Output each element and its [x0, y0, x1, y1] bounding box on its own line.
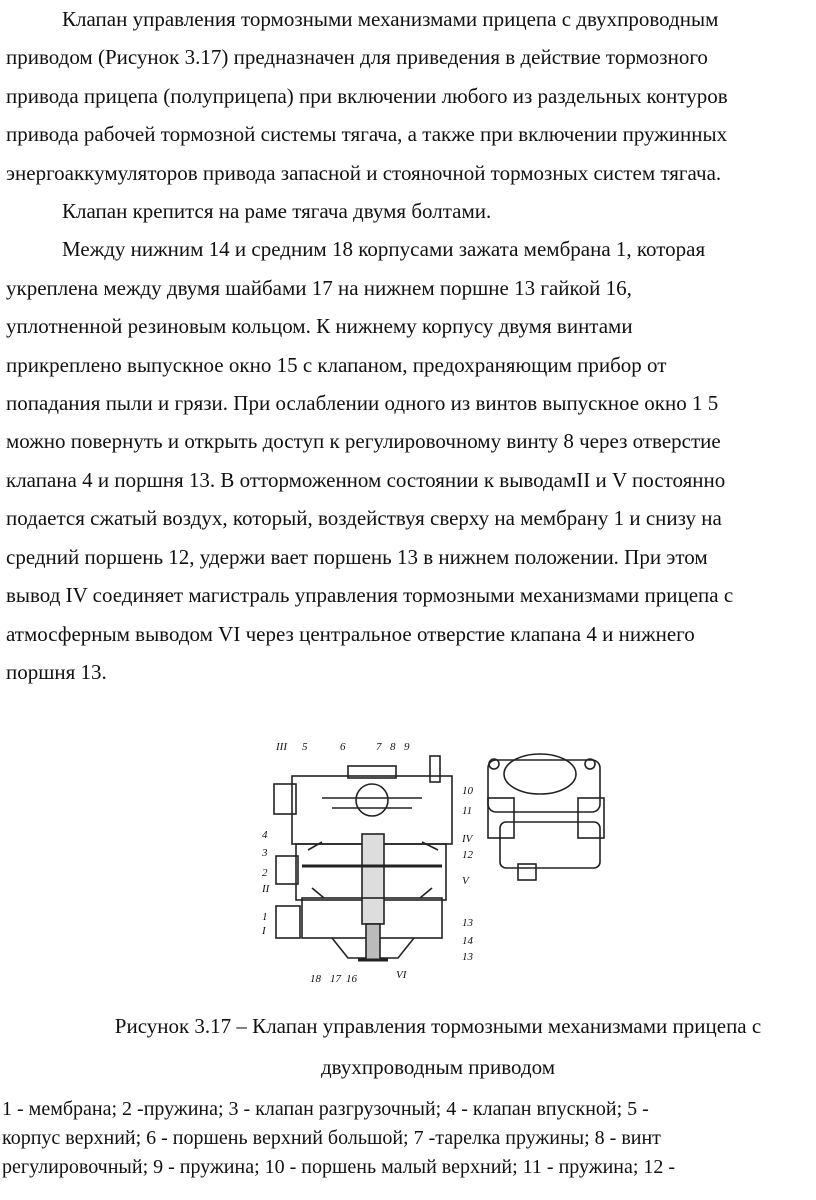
label-9: 9: [404, 741, 410, 753]
paragraph-line: Между нижним 14 и средним 18 корпусами зажата мембрана 1, которая: [62, 237, 706, 262]
label-iv: IV: [462, 833, 473, 845]
label-6: 6: [340, 741, 346, 753]
external-view: [488, 754, 604, 880]
figure-caption-line2: двухпроводным приводом: [320, 1055, 556, 1079]
paragraph-line: клапана 4 и поршня 13. В отторможенном состоянии к выводамII и V постоянно: [6, 467, 726, 492]
paragraph-line: подается сжатый воздух, который, воздействуя сверху на мембрану 1 и снизу на: [6, 506, 722, 531]
paragraph-line: энергоаккумуляторов привода запасной и стояночной тормозных систем тягача.: [6, 160, 722, 185]
paragraph-line: прикреплено выпускное окно 15 с клапаном, предохраняющим прибор от: [6, 352, 667, 377]
label-vi: VI: [396, 969, 407, 981]
paragraph-line: атмосферным выводом VI через центральное отверстие клапана 4 и нижнего: [6, 621, 695, 646]
label-11: 11: [462, 805, 473, 817]
label-v: V: [462, 875, 469, 887]
label-12: 12: [462, 849, 473, 861]
paragraph-line: можно повернуть и открыть доступ к регулировочному винту 8 через отверстие: [6, 429, 721, 454]
label-16: 16: [346, 973, 357, 985]
label-13b: 13: [462, 951, 473, 963]
section-view: [274, 756, 452, 960]
paragraph-line: привода прицепа (полуприцепа) при включении любого из раздельных контуров: [6, 83, 728, 108]
label-17: 17: [330, 973, 341, 985]
label-18: 18: [310, 973, 321, 985]
paragraph-line: средний поршень 12, удержи вает поршень 13 в нижнем положении. При этом: [6, 544, 708, 569]
label-iii: III: [276, 741, 287, 753]
paragraph-line: Клапан управления тормозными механизмами прицепа с двухпроводным: [62, 7, 719, 31]
valve-drawing: [262, 738, 612, 998]
label-5: 5: [302, 741, 308, 753]
legend-line: 1 - мембрана; 2 -пружина; 3 - клапан разгрузочный; 4 - клапан впускной; 5 -: [2, 1098, 649, 1120]
body-text: [6, 0, 816, 691]
label-3: 3: [262, 847, 268, 859]
label-i: I: [262, 925, 266, 937]
label-7: 7: [376, 741, 382, 753]
paragraph-line: приводом (Рисунок 3.17) предназначен для приведения в действие тормозного: [6, 45, 708, 70]
label-14: 14: [462, 935, 473, 947]
figure-caption-line1: Рисунок 3.17 – Клапан управления тормозными механизмами прицепа с: [114, 1014, 762, 1038]
label-8: 8: [390, 741, 396, 753]
figure-legend: [2, 1095, 814, 1182]
label-1: 1: [262, 911, 268, 923]
label-4: 4: [262, 829, 268, 841]
valve-figure: [262, 738, 612, 998]
paragraph-line: Клапан крепится на раме тягача двумя болтами.: [62, 199, 492, 224]
paragraph-line: привода рабочей тормозной системы тягача, а также при включении пружинных: [6, 122, 728, 147]
legend-line: регулировочный; 9 - пружина; 10 - поршень малый верхний; 11 - пружина; 12 -: [2, 1156, 676, 1178]
legend-line: корпус верхний; 6 - поршень верхний большой; 7 -тарелка пружины; 8 - винт: [2, 1127, 661, 1149]
paragraph-line: попадания пыли и грязи. При ослаблении одного из винтов выпускное окно 1 5: [6, 391, 719, 416]
paragraph-line: укреплена между двумя шайбами 17 на нижнем поршне 13 гайкой 16,: [6, 275, 632, 300]
paragraph-line: вывод IV соединяет магистраль управления тормозными механизмами прицепа с: [6, 583, 734, 608]
label-13: 13: [462, 917, 473, 929]
paragraph-line: уплотненной резиновым кольцом. К нижнему корпусу двумя винтами: [6, 314, 633, 339]
label-ii: II: [262, 883, 270, 895]
paragraph-line: поршня 13.: [6, 659, 107, 684]
label-2: 2: [262, 867, 268, 879]
label-10: 10: [462, 785, 473, 797]
